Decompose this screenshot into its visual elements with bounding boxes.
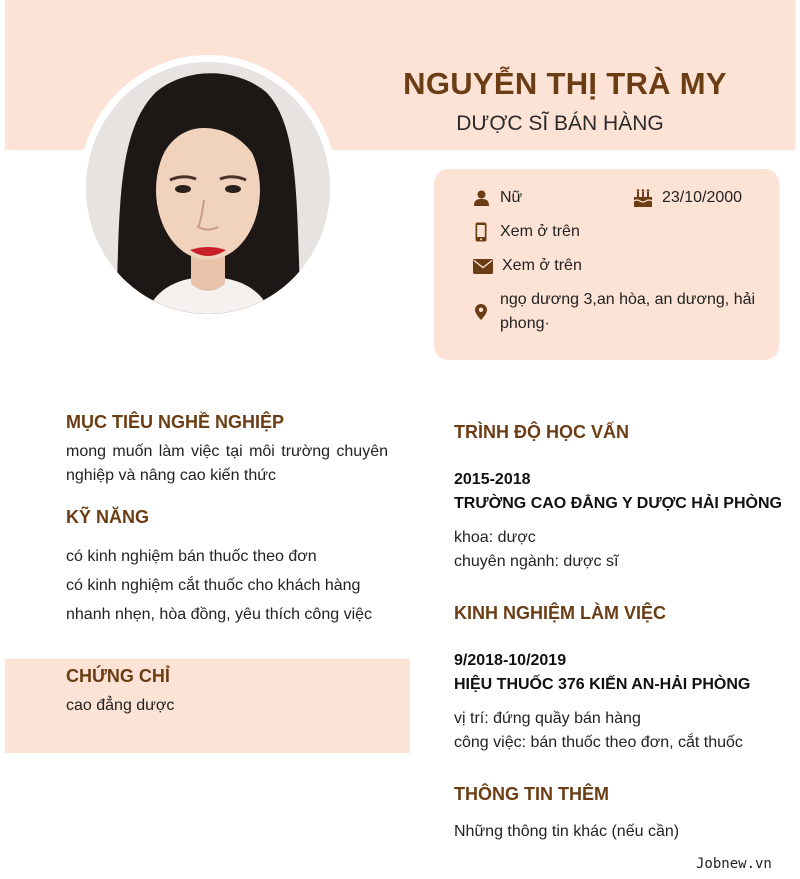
- experience-line-2: công việc: bán thuốc theo đơn, cắt thuốc: [454, 734, 743, 751]
- avatar: [86, 62, 330, 314]
- envelope-icon: [470, 254, 496, 278]
- experience-company: HIỆU THUỐC 376 KIẾN AN-HẢI PHÒNG: [454, 676, 751, 693]
- experience-line-1: vị trí: đứng quầy bán hàng: [454, 710, 641, 727]
- map-marker-icon: [470, 288, 492, 336]
- candidate-name: NGUYỄN THỊ TRÀ MY: [403, 66, 727, 101]
- address-value: ngọ dương 3,an hòa, an dương, hải phong·: [500, 291, 756, 332]
- additional-text: Những thông tin khác (nếu cần): [454, 823, 680, 840]
- phone-value: Xem ở trên: [500, 223, 580, 240]
- phone-row: [470, 220, 580, 244]
- birthday-cake-icon: [632, 186, 654, 210]
- skills-list: [66, 545, 406, 632]
- certificates-title: CHỨNG CHỈ: [66, 666, 170, 686]
- list-item: nhanh nhẹn, hòa đồng, yêu thích công việc: [66, 606, 373, 623]
- objective-text: mong muốn làm việc tại môi trường chuyên nghiệp và nâng cao kiến thức: [66, 443, 388, 484]
- objective-title: MỤC TIÊU NGHỀ NGHIỆP: [66, 412, 285, 432]
- gender-row: [470, 186, 522, 210]
- contact-card: [434, 169, 779, 360]
- education-line-1: khoa: dược: [454, 529, 536, 546]
- watermark: Jobnew.vn: [696, 856, 772, 872]
- education-school: TRƯỜNG CAO ĐẲNG Y DƯỢC HẢI PHÒNG: [454, 495, 782, 512]
- skills-title: KỸ NĂNG: [66, 507, 150, 527]
- gender-value: Nữ: [500, 189, 523, 206]
- email-value: Xem ở trên: [502, 257, 582, 274]
- email-row: [470, 254, 582, 278]
- education-title: TRÌNH ĐỘ HỌC VẤN: [454, 422, 629, 442]
- experience-period: 9/2018-10/2019: [454, 652, 567, 669]
- list-item: có kinh nghiệm bán thuốc theo đơn: [66, 548, 317, 565]
- user-icon: [470, 186, 492, 210]
- mobile-phone-icon: [470, 220, 492, 244]
- education-period: 2015-2018: [454, 471, 531, 488]
- additional-title: THÔNG TIN THÊM: [454, 784, 609, 804]
- birthday-row: [632, 186, 742, 210]
- education-line-2: chuyên ngành: dược sĩ: [454, 553, 619, 570]
- experience-title: KINH NGHIỆM LÀM VIỆC: [454, 603, 667, 623]
- job-title: DƯỢC SĨ BÁN HÀNG: [456, 112, 664, 135]
- birthday-value: 23/10/2000: [662, 189, 743, 206]
- address-row: [470, 288, 762, 336]
- list-item: có kinh nghiệm cắt thuốc cho khách hàng: [66, 577, 361, 594]
- certificates-text: cao đẳng dược: [66, 697, 175, 714]
